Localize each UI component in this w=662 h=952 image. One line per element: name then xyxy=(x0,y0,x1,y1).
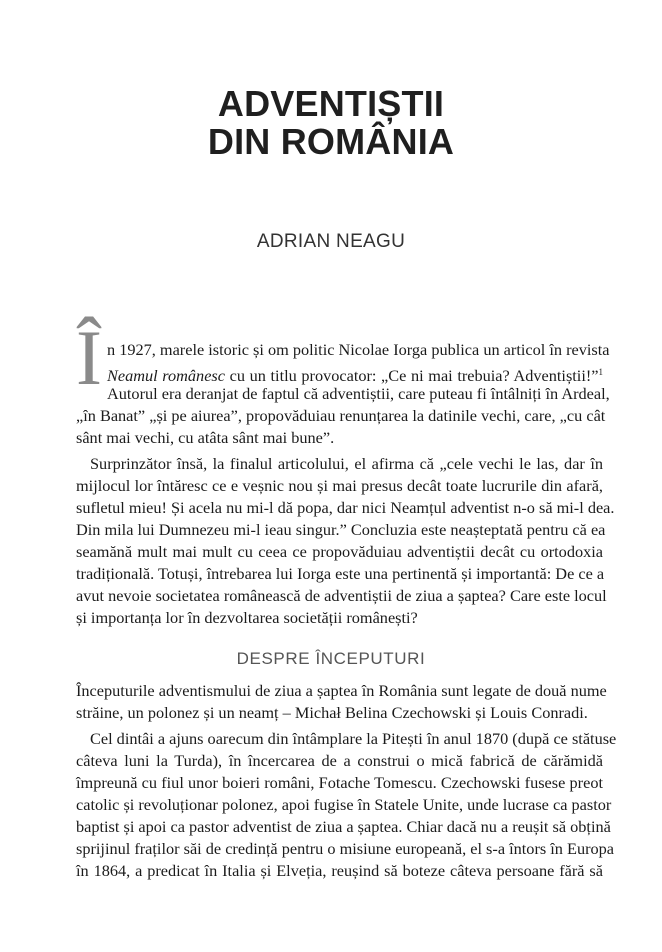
paragraph-1-line-4: „în Banat” „și pe aiurea”, propovăduiau renunțarea la datinile vechi, care, „cu cât xyxy=(76,406,606,425)
drop-cap-letter: Î xyxy=(76,314,102,401)
paragraph-3-line: Începuturile adventismului de ziua a șaptea în România sunt legate de două nume xyxy=(76,681,607,700)
drop-cap xyxy=(76,314,106,401)
chapter-title-line-1: ADVENTIȘTII xyxy=(217,83,445,124)
paragraph-1-line-2 xyxy=(107,362,603,386)
paragraph-2-line: sufletul mieu! Și acela nu mi-l dă popa, dar nici Neamțul adventist n-o să mi-l dea. xyxy=(76,498,615,517)
paragraph-4-line: Cel dintâi a ajuns oarecum din întâmplare la Pitești în anul 1870 (după ce stătuse xyxy=(90,729,617,748)
paragraph-1-line-3: Autorul era deranjat de faptul că adventiștii, care puteau fi întâlniți în Ardeal, xyxy=(107,384,610,403)
chapter-title-line-2: DIN ROMÂNIA xyxy=(207,121,455,162)
paragraph-2-line: seamănă mult mai mult cu ceea ce propovăduiau adventiștii decât cu ortodoxia xyxy=(76,542,603,561)
footnote-marker[interactable]: 1 xyxy=(598,367,603,377)
paragraph-1-line-5: sânt mai vechi, cu atâta sânt mai bune”. xyxy=(76,428,335,447)
paragraph-2-line: Surprinzător însă, la finalul articolului, el afirma că „cele vechi le las, dar în xyxy=(90,454,603,473)
section-heading: DESPRE ÎNCEPUTURI xyxy=(236,649,426,668)
paragraph-2-line: și importanța lor în dezvoltarea societății românești? xyxy=(76,608,418,627)
paragraph-4-line: baptist și apoi ca pastor adventist de ziua a șaptea. Chiar dacă nu a reușit să obțină xyxy=(76,817,611,836)
paragraph-2-line: tradițională. Totuși, întrebarea lui Iorga este una pertinentă și importantă: De ce a xyxy=(76,564,605,583)
paragraph-2-line: mijlocul lor întăresc ce e veșnic nou și mai presus decât toate lucrurile din afară, xyxy=(76,476,603,495)
paragraph-4-line: împreună cu fiul unor boieri români, Fotache Tomescu. Czechowski fusese preot xyxy=(76,773,603,792)
paragraph-2-line: Din mila lui Dumnezeu mi-l ieau singur.” Concluzia este neașteptată pentru că ea xyxy=(76,520,606,539)
paragraph-4-line: câteva luni la Turda), în încercarea de a construi o mică fabrică de cărămidă xyxy=(76,751,603,770)
paragraph-1-line-2-text: cu un titlu provocator: „Ce ni mai trebuia? Adventiștii!” xyxy=(224,366,599,385)
paragraph-2-line: avut nevoie societatea românească de adventiștii de ziua a șaptea? Care este locul xyxy=(76,586,607,605)
paragraph-1-line-1: n 1927, marele istoric și om politic Nicolae Iorga publica un articol în revista xyxy=(107,340,610,359)
paragraph-4-line: catolic și revoluționar polonez, apoi fugise în Statele Unite, unde lucrase ca pastor xyxy=(76,795,612,814)
paragraph-3-line: străine, un polonez și un neamț – Michał Belina Czechowski și Louis Conradi. xyxy=(76,703,588,722)
chapter-author: ADRIAN NEAGU xyxy=(256,231,406,252)
paragraph-4-line: sprijinul fraților săi de credință pentru o misiune europeană, el s-a întors în Europa xyxy=(76,839,615,858)
journal-name: Neamul românesc xyxy=(107,366,225,385)
paragraph-4-line: în 1864, a predicat în Italia și Elveția, reușind să boteze câteva persoane fără să xyxy=(76,861,603,880)
